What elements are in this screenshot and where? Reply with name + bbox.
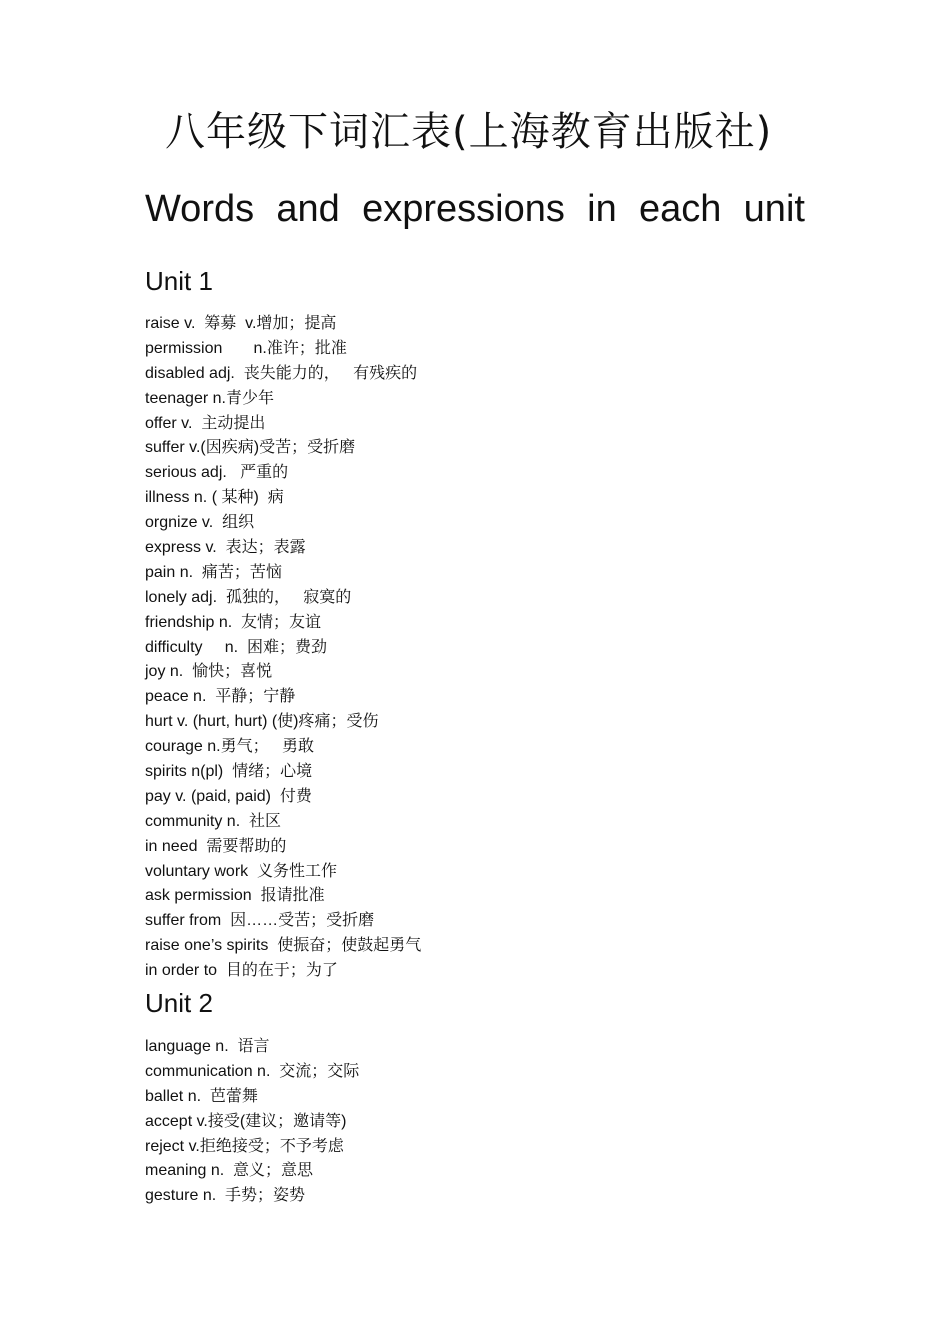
vocabulary-entry: spirits n(pl) 情绪；心境 bbox=[145, 763, 313, 781]
vocabulary-entry: teenager n.青少年 bbox=[145, 389, 274, 407]
unit-2-word-list bbox=[145, 1035, 359, 1209]
vocabulary-entry: express v. 表达；表露 bbox=[145, 539, 306, 557]
vocabulary-entry: raise v. 筹募 v.增加；提高 bbox=[145, 315, 337, 332]
vocabulary-entry: suffer from 因……受苦；受折磨 bbox=[145, 912, 375, 930]
vocabulary-entry: pain n. 痛苦；苦恼 bbox=[145, 563, 282, 581]
page-subtitle bbox=[145, 184, 805, 234]
vocabulary-entry: meaning n. 意义；意思 bbox=[145, 1162, 314, 1180]
vocabulary-entry: language n. 语言 bbox=[145, 1038, 270, 1055]
subtitle-word: and bbox=[276, 188, 340, 230]
vocabulary-entry: illness n. ( 某种) 病 bbox=[145, 489, 284, 507]
vocabulary-entry: joy n. 愉快；喜悦 bbox=[145, 663, 273, 681]
vocabulary-entry: peace n. 平静；宁静 bbox=[145, 688, 296, 706]
vocabulary-entry: difficulty n. 困难；费劲 bbox=[145, 638, 327, 656]
vocabulary-entry: communication n. 交流；交际 bbox=[145, 1062, 360, 1080]
vocabulary-entry: in need 需要帮助的 bbox=[145, 837, 287, 855]
vocabulary-entry: accept v.接受(建议；邀请等) bbox=[145, 1112, 347, 1130]
unit-2-heading: Unit 2 bbox=[145, 988, 213, 1018]
vocabulary-entry: lonely adj. 孤独的， 寂寞的 bbox=[145, 588, 352, 606]
vocabulary-entry: ballet n. 芭蕾舞 bbox=[145, 1087, 258, 1105]
unit-1-word-list bbox=[145, 312, 421, 984]
subtitle-word: each bbox=[638, 188, 722, 230]
vocabulary-entry: ask permission 报请批准 bbox=[145, 887, 325, 905]
vocabulary-entry: community n. 社区 bbox=[145, 812, 282, 830]
vocabulary-entry: serious adj. 严重的 bbox=[145, 464, 289, 482]
vocabulary-entry: pay v. (paid, paid) 付费 bbox=[145, 787, 312, 805]
vocabulary-entry: gesture n. 手势；姿势 bbox=[145, 1187, 306, 1205]
subtitle-word: Words bbox=[145, 188, 255, 230]
vocabulary-entry: disabled adj. 丧失能力的， 有残疾的 bbox=[145, 364, 418, 382]
vocabulary-entry: permission n.准许；批准 bbox=[145, 339, 347, 357]
vocabulary-entry: hurt v. (hurt, hurt) (使)疼痛；受伤 bbox=[145, 713, 379, 731]
vocabulary-entry: in order to 目的在于；为了 bbox=[145, 962, 338, 980]
vocabulary-entry: raise one’s spirits 使振奋；使鼓起勇气 bbox=[145, 937, 422, 955]
vocabulary-entry: friendship n. 友情；友谊 bbox=[145, 613, 322, 631]
subtitle-word: unit bbox=[743, 188, 805, 230]
vocabulary-entry: voluntary work 义务性工作 bbox=[145, 862, 338, 880]
page-title: 八年级下词汇表(上海教育出版社) bbox=[165, 109, 773, 155]
vocabulary-entry: orgnize v. 组织 bbox=[145, 514, 255, 532]
vocabulary-entry: courage n.勇气； 勇敢 bbox=[145, 738, 314, 756]
subtitle-word: in bbox=[587, 188, 617, 230]
vocabulary-entry: suffer v.(因疾病)受苦；受折磨 bbox=[145, 439, 356, 457]
vocabulary-entry: reject v.拒绝接受；不予考虑 bbox=[145, 1137, 344, 1155]
unit-1-heading: Unit 1 bbox=[145, 266, 213, 296]
vocabulary-entry: offer v. 主动提出 bbox=[145, 414, 266, 432]
subtitle-word: expressions bbox=[362, 188, 565, 230]
